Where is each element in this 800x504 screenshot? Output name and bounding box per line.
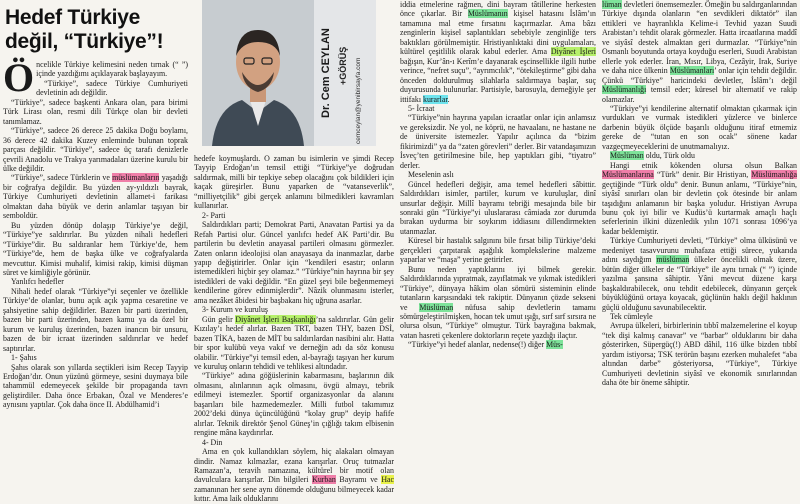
author-name: Dr. Cem CEYLAN (320, 28, 332, 118)
paragraph: Bunu neden yaptıklarını iyi bilmek gerekir. Saldırdıklarında yıpratmak, zayıflatmak ve yıkmak istedikleri “Türkiye”, dünyaya hâkim olan sömürü sisteminin elinde tutanların karşısındaki tek rakiptir. Dünyanın çözde sekseni ve Müslüman nüfusa sahip devletlerin tamamı sömürgeleştirilmişken, hocan tek umut ışığı, sırf sırf sırsıra ne olursa olsun, “Türkiye” olmuştur. Türk bayrağına bakmak, vatan hasreti çekenlere doktorların reçete yazdığı ilaçtır. (400, 264, 596, 340)
paragraph: Saldırdıkları parti; Demokrat Parti, Anavatan Partisi ya da Refah Partisi olur. Güncel yanlıfcı hedef AK Parti’dir. Bu partilerin bu devletin anayasal partileri olmasını görmezler. Zaten onların ideolojisi olan anayasaya da inanmazlar, darbe yapıp değiştirirler. Onlar için “kendileri esastır; onların istemedikleri hiçbir şey olamaz.” “Türkiye”nin hayrına bir şey istedikleri de vaki değildir. “En güzel şeyi bile beğenmemeyi kendilerine görev edinmişlerdir”. Nâzik olunmasını isterler, ama nezâket âbidesi bir başbakanı hiç uğruna asarlar. (194, 220, 394, 305)
highlight: müslümanların (112, 173, 160, 183)
highlight: Müslümanları (669, 66, 715, 76)
column-2 (194, 0, 394, 504)
paragraph: Avrupa ülkeleri, birbirlerinin tıbbî malzemelerine el koyup “tek dişi kalmış canavar” ve “barbar” olduklarını bir daha gösterirken, Süpergüç(!) ABD dâhil, 116 ülke bizden tıbbî yardım istiyorsa; TSK terörün başını ezerken muhalefet “aba altından darbe” gösteriyorsa, “Türkiye”, Türkiye Cumhuriyeti devletinin siyâsî ve ekonomik sınırlarından daha öte bir öneme sâhiptir. (602, 321, 797, 388)
highlight: Hac (381, 475, 395, 485)
lead-paragraph: Öncelikle Türkiye kelimesini neden tırnak (“ ”) içinde yazdığımı açıklayarak başlayayım. (3, 55, 188, 100)
paragraph: “Türkiye”yi hedef alanlar, nedense(!) diğer Müs- (408, 340, 563, 350)
paragraph: Küresel bir hastalık salgınını bile fırsat bilip Türkiye’deki gerçekleri çarpıtarak aşağılık komplekslerine malzeme yaparlar ve “maşa” yerine getirirler. (400, 236, 596, 265)
paragraph: iddia etmelerine rağmen, dini bayram tâtillerine herkesten önce çıkarlar. Bir Müslümanın kişisel hatasını İslâm’ın tamamına mal etme fırsatını kaçırmazlar. Ama bâzı zenginlerin kişisel saplantıkları sebebiyle zenginliğe ters baktıkları görülmemiştir. Hristiyanlıktaki dini uygulamaları, kültürel çeşitlilik olarak kabul ederler. Ama Diyânet İşleri bağışın, Kur’ân-ı Kerîm’e dayanarak eşcinsellikle ilgili hutbe verince, “nefret suçu”, “ayrımcılık”, “ötekileştirme” gibi daha önceden doldurulmuş silahlarla saldırmaya başlar, suç duyurusunda bulunurlar. Partisiyle, barosuyla, derneğiyle şer ittifakı kurarlar. (400, 0, 596, 104)
author-email: cemceylan@yenibirsayfa.com (355, 57, 362, 144)
paragraph: “Türkiye”yi kendilerine alternatif olmaktan çıkarmak için vurdukları ve vurmak istedikleri yüzlerce ve binlerce darbenin büyük ölçüde başarılı olduğunu itiraf etmemiz gereke de “tutan en son ocak” sönene kadar vazgeçmeyeceklerini de unutmamalıyız. (602, 103, 797, 151)
paragraph: Bu yüzden dönüp dolaşıp Türkiye’ye değil, “Türkiye”ye saldırırlar. Bu yüzden nihali hedefleri “Türkiye”dir. Bu saldıranlar hem Türkiye’de, hem “Türkiye”de, hem de başka ülke ve coğrafyalarda mevcuttur. Kimisi muhalif, kimisi rakip, kimisi düşman süret ve kimliğiyle görünür. (3, 220, 188, 277)
column-1 (3, 0, 188, 410)
highlight: kurarlar (423, 94, 448, 104)
paragraph: Şahıs olarak son yıllarda seçtikleri isim Recep Tayyip Erdoğan’dır. Onun yüzünü görmeye, sesini duymaya bile tahammül edemeyecek şekilde bir propaganda tavrı geliştirdiler. Daha önce Erbakan, Özal ve Menderes’e aynısını yaptılar. Çok daha önce II. Abdülhamid’i (3, 362, 188, 410)
paragraph: hedefe koymuşlardı. O zaman bu isimlerin ve şimdi Recep Tayyip Erdoğan’ın temsil ettiği “Türkiye”ye doğrudan saldırmak, milli bir tepkiye sebep olacağını çok bildikleri için kaçak güreşirler. Bunu yaparken de “vatanseverlik”, “milliyetçilik” gibi gerçek anlamını bilmedikleri kavramları kullanırlar. (194, 154, 394, 211)
author-photo (202, 0, 314, 146)
paragraph: “Türkiye”, sadece Türklerin ve müslümanların yaşadığı bir coğrafya değildir. Bu yüzden ay-yıldızlı bayrak, Türkiye Cumhuriyeti devletinin allamet-i farikası olmaktan daha büyük ve derin anlamlar taşıyan bir semboldür. (3, 173, 188, 221)
subheading: Tek cümleyle (610, 311, 653, 321)
article-title: Hedef Türkiye değil, “Türkiye”! (5, 6, 164, 53)
highlight: Diyânet İşleri (550, 47, 596, 57)
highlight: Müslümanın (467, 9, 508, 19)
highlight: Müslümanlığı (602, 85, 647, 95)
subheading: 5- İcraat (408, 103, 435, 113)
highlight: Diyânet İşleri Başkanlığı (235, 314, 316, 324)
author-portrait-icon (202, 0, 314, 146)
paragraph: Ama en çok kullandıkları söylem, hiç alakaları olmayan dindir. Namaz kılmazlar, ezana karışırlar. Oruç tutmazlar Ramazan’a, teravih namazına, kültürel bir motif olan davulculara karışırlar. Din bilgileri Kurban Bayramı ve Hac zamanınan her sene aynı dönemde olduğunu bilmeyecek kadar kıttır. Ama laik olduklarını (194, 447, 395, 504)
paragraph: “Türkiye” adına göğüslerinin kabarmasını, başlarının dik olmasını, alınlarının açık olmasını, övgü almayı, tebrik edilmeyi istemezler. Sportif organizasyonlar da alanını başarıları bile hazmedemezler. Milli futbol takımımız 2002’deki dünya üçüncülüğünü “kolay grup” deyip hafife alırlar. Teknik direktör Şenol Güneş’in çığlığı takım elbisenin rengine mâna kaydırırlar. (194, 371, 394, 438)
author-box (194, 0, 394, 150)
highlight: Müslüman (610, 151, 644, 161)
paragraph: Gün gelir Diyânet İşleri Başkanlığı’na saldırırlar. Gün gelir Kızılay’ı hedef alırlar. Bazen TRT, bazen THY, bazen DSİ, bazen TİKA, bazen de MİT bu saldırılardan nasibini alır. Hatta bir spor kulübü veya vakıf ve derneğin adı da söz konusu olabilir. “Türkiye”yi temsil eden, al-bayrağı taşıyan her kurum ve kuruluş onların tehdidi ve tehlikesi altındadır. (194, 314, 394, 371)
highlight: Müslümanlığa (751, 170, 797, 180)
drop-cap: Ö (3, 55, 35, 100)
column-4 (602, 0, 797, 388)
highlight: Müslüman (419, 302, 454, 312)
paragraph: “Türkiye”nin hayrına yapılan icraatlar onlar için anlamsız ve gereksizdir. Ne yol, ne köprü, ne havaalanı, ne hastane ne de üniversite istemezler. Yapılır açılınca da “bizim fikirimizdi” ya da “zaten görevleri” derler. Bir vatandaşımızın İsveç’ten getirilmesine bile, hep yaptıkları gibi, “tiyatro” derler. (400, 113, 596, 170)
highlight: Müslümanlarına (602, 170, 654, 180)
highlight: müslüman (656, 255, 690, 265)
subheading: Yanlıfcı hedefler (11, 277, 64, 287)
paragraph: Nihali hedef olarak “Türkiye”yi seçenler ve özellikle Türkiye’de olanlar, bunu açık açık yapma cesaretine ve şahsiyetine sahip değildirler. Bazen bir parti üzerinden, bazen bir parti üzerinden, bazen kamu ya da özel bir kurum ve kuruluş üzerinden, bazen inancın bir unsuru, bazen de bir icraat üzerinden saldırırlar ve hedef saptırırlar. (3, 286, 188, 353)
subheading: Meselenin aslı (408, 170, 454, 180)
subheading: Müslüman oldu, Türk oldu (610, 151, 695, 161)
paragraph: “Türkiye”, sadece 26 derece 25 dakika Doğu boylamı, 36 derece 42 dakika Kuzey enleminde bulunan toprak parçası değildir. “Türkiye”, sadece üç tarafı denizlerle çevrili Anadolu ve Trakya yarımadaları üzerine kurulu bir ülke değildir. (3, 126, 188, 173)
paragraph: lüman devletleri önemsemezler. Ömeğin bu saldırganlarından Türkiye dışında olanların “en sevdikleri diktatör” ilan ettikleri ve hayranlıkla Kelime-i Tevhid yazan Suudi Arabistan’ı tehdit olarak görmezler. Hatta ircaatlarına maddî ve siyâsî destek almaktan geri durmazlar. “Türkiye”nin Osmanlı boyutunda ortaya koyduğu eserleri, Suudi Arabistan ellerle yok ederler. İran, Mısır, Libya, Cezâyir, Irak, Suriye ve daha nice ülkenin Müslümanları’ onlar için tehdit değildir. Çünkü “Türkiye” haricindeki devletler, İslâm’ı değil Müslümanlığı temsil eder; küresel bir alternatif ve rakip olamazlar. (602, 0, 798, 104)
highlight: Kurban (312, 475, 336, 485)
highlight: lüman (602, 0, 622, 9)
paragraph: Güncel hedefleri değişir, ama temel hedefleri sâbittir. Saldırdıkları isimler, partiler, kurum ve kuruluşlar, dinî unsurlar değişir. Millî bayramı tebriği mesajında bile bir sonraki gün “Türkiye”yi uluslararası câmiada zor durumda bırakan uydurma bir soykırım iddiasını dillendirmekten utanmazlar. (400, 179, 596, 236)
paragraph: Türkiye Cumhuriyeti devleti, “Türkiye” olma ülküsünü ve medeniyet tasavvurunu muhafaza ettiği sürece, yukarıda adını saydığım müslüman ülkeler öncelikli olmak üzere, bütün diğer ülkeler de “Türkiye” ile aynı tırnak (“ ”) içinde yazılma şansına sâhiptir. Yâni mevcut düzene karşı başkaldırabilecek, onu tehdit edebilecek, dünyanın gerçek büyüklüğünü ortaya koyacak, güçlünün haklı değil haklının güçlü olduğunu savunabilecektir. (602, 236, 798, 312)
subheading: 3- Kurum ve kuruluş (202, 305, 268, 315)
paragraph: “Türkiye”, sadece Türkiye Cumhuriyeti devletinin adı değildir. (36, 78, 188, 98)
author-brand: +GÖRÜŞ (338, 46, 348, 85)
paragraph: Hangi etnik kökenden olursa olsun Balkan Müslümanlarına “Türk” denir. Bir Hristiyan, Müslümanlığa geçtiğinde “Türk oldu” denir. Bunun anlamı, “Türkiye”nin, siyâsî sınırları olan bir devletin çok ötesinde bir anlam taşıdığını anlamanın bir başka yoludur. Hristiyan Avrupa bunu çok iyi bilir ve Kudüs’ü kurtarmak amaçlı haçlı seferlerinin ilkini düzenledik yılın 1071 sonrası 1096’ya kadar beklemiştir. (602, 160, 797, 236)
subheading: 2- Parti (202, 210, 226, 220)
column-3 (400, 0, 596, 350)
subheading: 1- Şahıs (11, 353, 37, 363)
subheading: 4- Din (202, 437, 223, 447)
paragraph: “Türkiye”, sadece başkenti Ankara olan, para birimi Türk Lirası olan, resmi dili Türkçe olan bir devleti tanımlamaz. (3, 97, 188, 126)
highlight: Müs- (546, 340, 563, 350)
